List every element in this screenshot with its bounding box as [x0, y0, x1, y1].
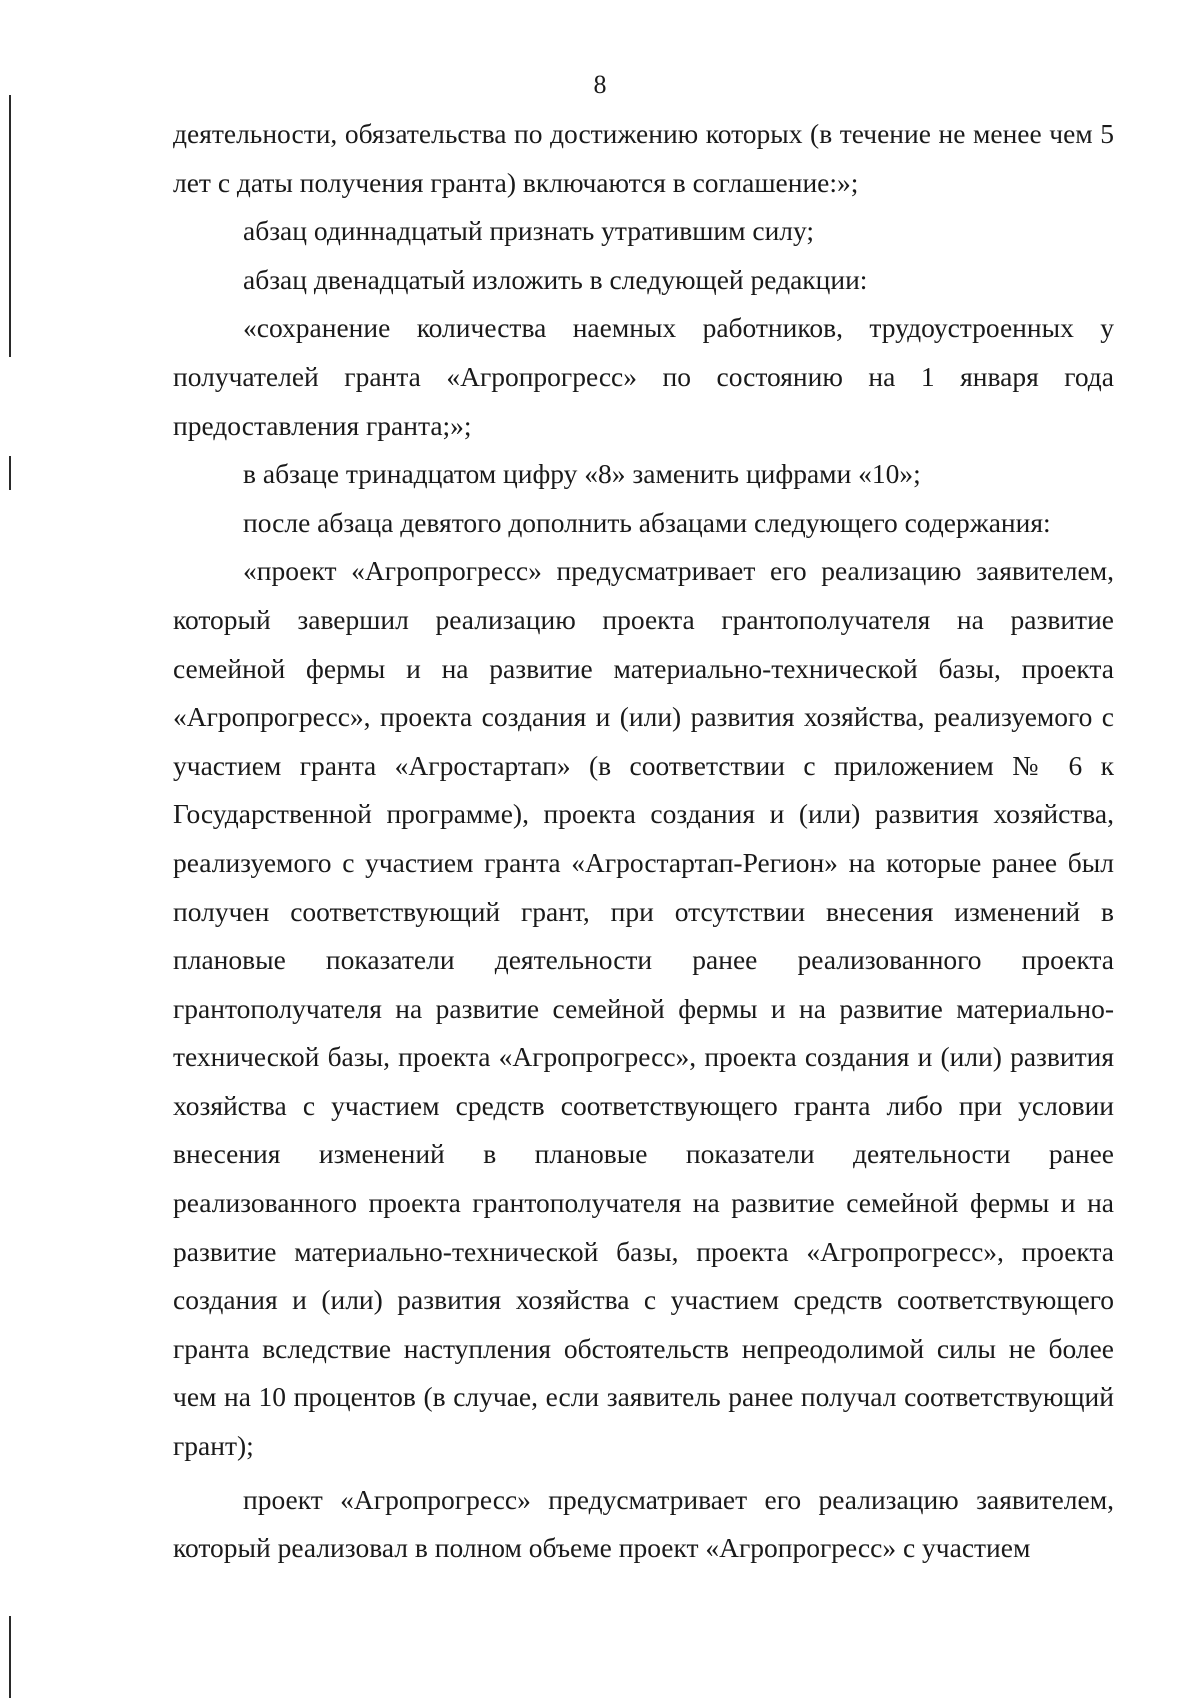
- paragraph: в абзаце тринадцатом цифру «8» заменить цифрами «10»;: [243, 458, 921, 490]
- margin-mark: [9, 456, 11, 490]
- paragraph-quote: «проект «Агропрогресс» предусматривает его реализацию заявителем, который завершил реализацию проекта грантополучателя на развитие семейной фермы и на развитие материально-технической базы, проекта «Агропрогресс», проекта создания и (или) развития хозяйства, реализуемого с участием гранта «Агростартап» (в соответствии с приложением № 6 к Государственной программе), проекта создания и (или) развития хозяйства, реализуемого с участием гранта «Агростартап-Регион» на которые ранее был получен соответствующий грант, при отсутствии внесения изменений в плановые показатели деятельности ранее реализованного проекта грантополучателя на развитие семейной фермы и на развитие материально-технической базы, проекта «Агропрогресс», проекта создания и (или) развития хозяйства с участием средств соответствующего гранта либо при условии внесения изменений в плановые показатели деятельности ранее реализованного проекта грантополучателя на развитие семейной фермы и на развитие материально-технической базы, проекта «Агропрогресс», проекта создания и (или) развития хозяйства с участием средств соответствующего гранта вследствие наступления обстоятельств непреодолимой силы не более чем на 10 процентов (в случае, если заявитель ранее получал соответствующий грант);: [173, 555, 1114, 1462]
- margin-mark: [9, 95, 11, 357]
- paragraph: проект «Агропрогресс» предусматривает его реализацию заявителем, который реализовал в полном объеме проект «Агропрогресс» с участием: [173, 1483, 1114, 1564]
- document-body: [173, 110, 1114, 1573]
- paragraph: абзац одиннадцатый признать утратившим силу;: [243, 215, 815, 247]
- paragraph-continuation: деятельности, обязательства по достижению которых (в течение не менее чем 5 лет с даты получения гранта) включаются в соглашение:»;: [173, 118, 1114, 198]
- paragraph-quote: «сохранение количества наемных работников, трудоустроенных у получателей гранта «Агропрогресс» по состоянию на 1 января года предоставления гранта;»;: [173, 312, 1114, 441]
- page-number: 8: [593, 70, 607, 99]
- margin-mark: [9, 1616, 11, 1698]
- paragraph: абзац двенадцатый изложить в следующей редакции:: [243, 263, 868, 295]
- paragraph: после абзаца девятого дополнить абзацами следующего содержания:: [243, 506, 1051, 538]
